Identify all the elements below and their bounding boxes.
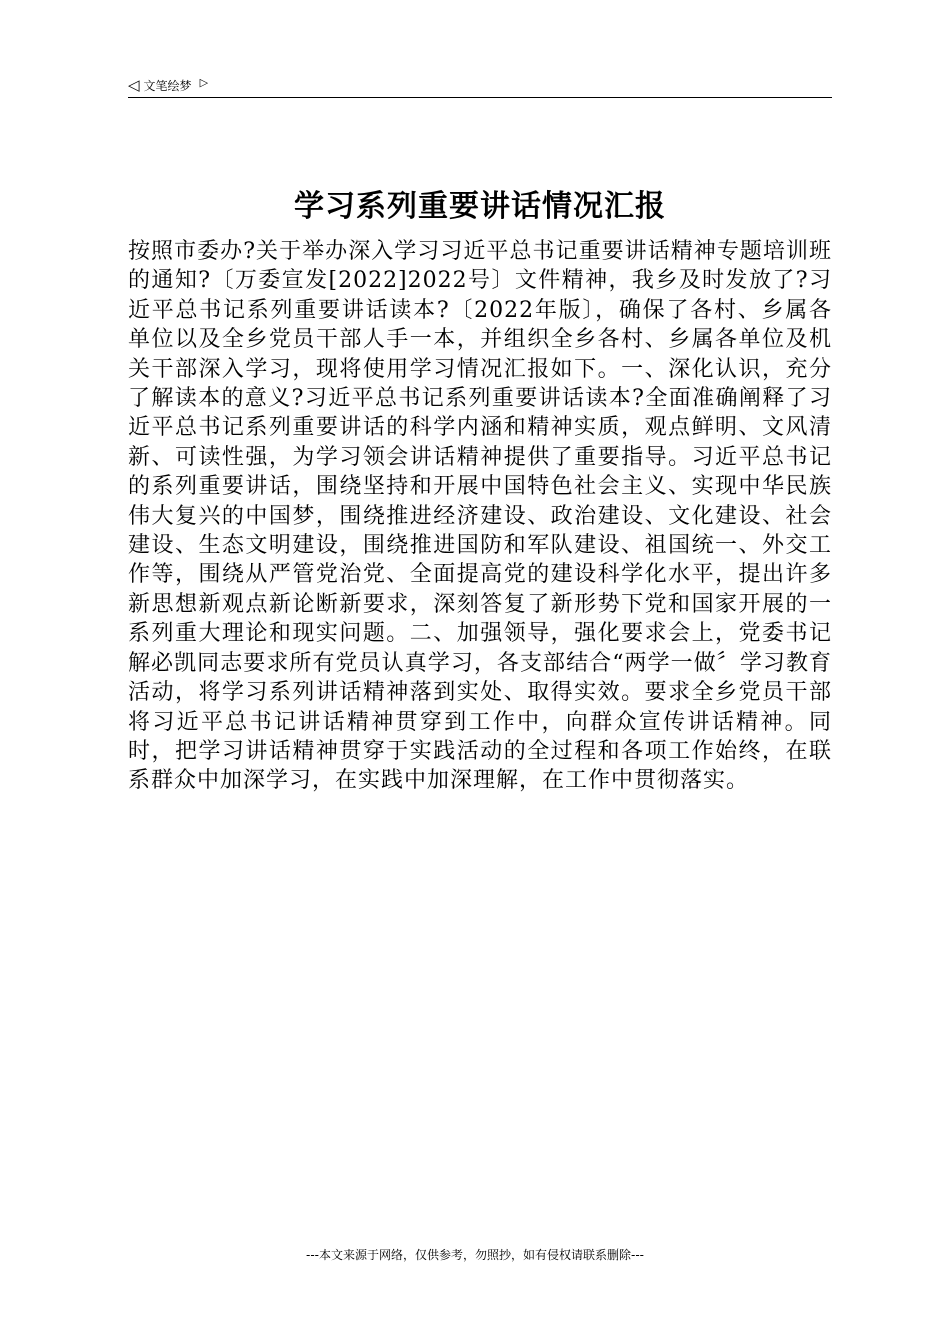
document-title: 学习系列重要讲话情况汇报 bbox=[294, 189, 666, 224]
header-divider bbox=[128, 97, 832, 98]
page-header bbox=[128, 74, 832, 96]
triangle-right-icon: ▷ bbox=[199, 75, 209, 89]
header-brand: 文笔绘梦 bbox=[143, 78, 192, 93]
footer-notice: ---本文来源于网络，仅供参考，勿照抄，如有侵权请联系删除--- bbox=[306, 1248, 644, 1262]
triangle-left-icon: ◁ bbox=[128, 75, 140, 94]
document-body: 按照市委办?关于举办深入学习习近平总书记重要讲话精神专题培训班的通知?〔万委宣发[2022]2022号〕文件精神，我乡及时发放了?习近平总书记系列重要讲话读本?〔2022年版〕，确保了各村、乡属各单位以及全乡党员干部人手一本，并组织全乡各村、乡属各单位及机关干部深入学习，现将使用学习情况汇报如下。一、深化认识，充分了解读本的意义?习近平总书记系列重要讲话读本?全面准确阐释了习近平总书记系列重要讲话的科学内涵和精神实质，观点鲜明、文风清新、可读性强，为学习领会讲话精神提供了重要指导。习近平总书记的系列重要讲话，围绕坚持和开展中国特色社会主义、实现中华民族伟大复兴的中国梦，围绕推进经济建设、政治建设、文化建设、社会建设、生态文明建设，围绕推进国防和军队建设、祖国统一、外交工作等，围绕从严管党治党、全面提高党的建设科学化水平，提出许多新思想新观点新论断新要求，深刻答复了新形势下党和国家开展的一系列重大理论和现实问题。二、加强领导，强化要求会上，党委书记解必凯同志要求所有党员认真学习，各支部结合“两学一做〞学习教育活动，将学习系列讲话精神落到实处、取得实效。要求全乡党员干部将习近平总书记讲话精神贯穿到工作中，向群众宣传讲话精神。同时，把学习讲话精神贯穿于实践活动的全过程和各项工作始终，在联系群众中加深学习，在实践中加深理解，在工作中贯彻落实。 bbox=[128, 239, 832, 794]
